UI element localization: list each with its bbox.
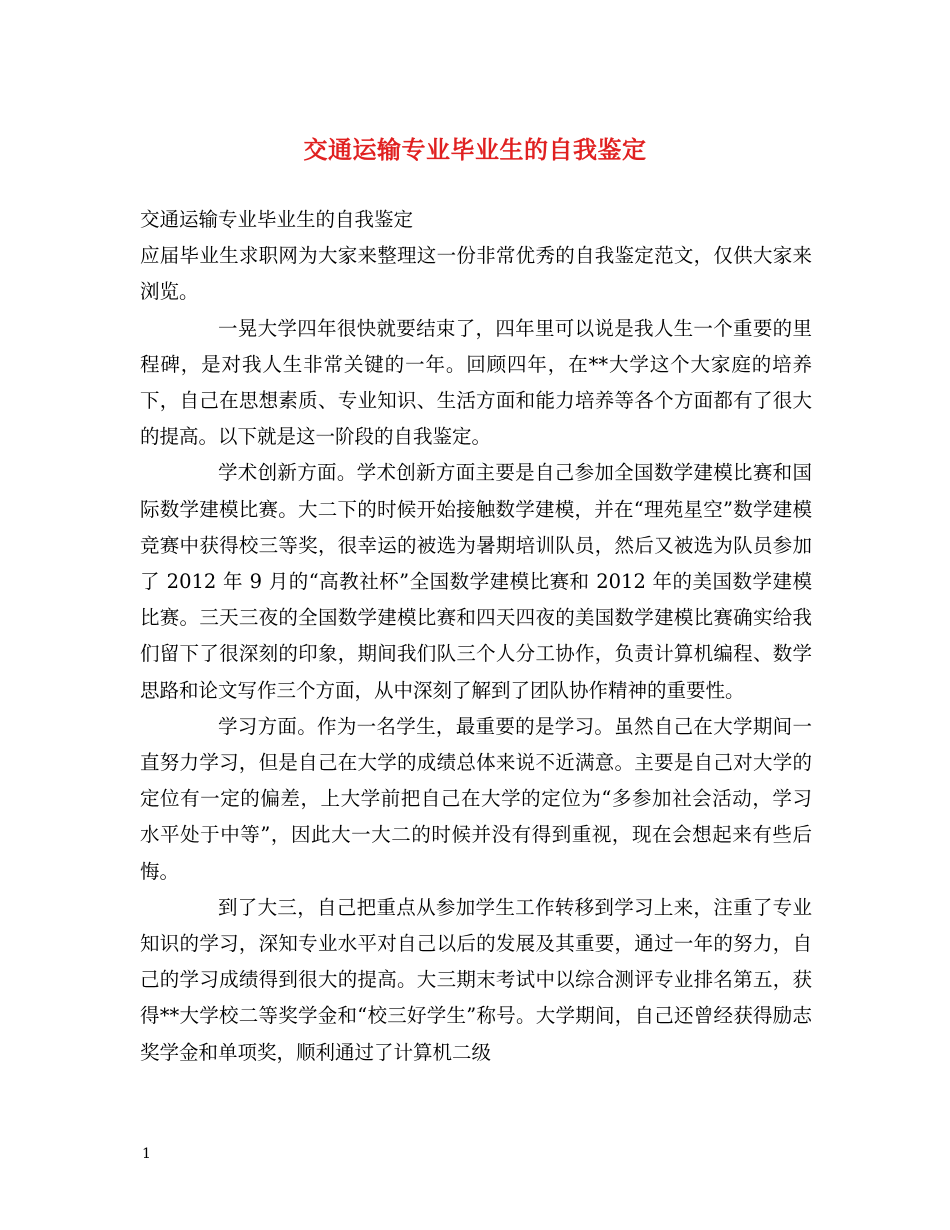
- intro-paragraph: 应届毕业生求职网为大家来整理这一份非常优秀的自我鉴定范文，仅供大家来浏览。: [140, 244, 812, 304]
- paragraph-junior-year: 到了大三，自己把重点从参加学生工作转移到学习上来，注重了专业知识的学习，深知专业水平对自己以后的发展及其重要，通过一年的努力，自己的学习成绩得到很大的提高。大三期末考试中以综合测评专业排名第五，获得**大学校二等奖学金和“校三好学生”称号。大学期间，自己还曾经获得励志奖学金和单项奖，顺利通过了计算机二级: [140, 895, 812, 1064]
- paragraph-overview: 一晃大学四年很快就要结束了，四年里可以说是我人生一个重要的里程碑，是对我人生非常关键的一年。回顾四年，在**大学这个大家庭的培养下，自己在思想素质、专业知识、生活方面和能力培养等各个方面都有了很大的提高。以下就是这一阶段的自我鉴定。: [140, 316, 812, 449]
- paragraph-academic-innovation: 学术创新方面。学术创新方面主要是自己参加全国数学建模比赛和国际数学建模比赛。大二下的时候开始接触数学建模，并在“理苑星空”数学建模竞赛中获得校三等奖，很幸运的被选为暑期培训队员，然后又被选为队员参加了 2012 年 9 月的“高教社杯”全国数学建模比赛和 2012 年的美国数学建模比赛。三天三夜的全国数学建模比赛和四天四夜的美国数学建模比赛确实给我们留下了很深刻的印象，期间我们队三个人分工协作，负责计算机编程、数学思路和论文写作三个方面，从中深刻了解到了团队协作精神的重要性。: [140, 461, 812, 702]
- document-subtitle: 交通运输专业毕业生的自我鉴定: [140, 208, 414, 231]
- document-body: [140, 202, 812, 1071]
- paragraph-study: 学习方面。作为一名学生，最重要的是学习。虽然自己在大学期间一直努力学习，但是自己在大学的成绩总体来说不近满意。主要是自己对大学的定位有一定的偏差，上大学前把自己在大学的定位为“多参加社会活动，学习水平处于中等”，因此大一大二的时候并没有得到重视，现在会想起来有些后悔。: [140, 714, 812, 883]
- page-number: 1: [142, 1146, 151, 1162]
- document-title: 交通运输专业毕业生的自我鉴定: [303, 135, 647, 164]
